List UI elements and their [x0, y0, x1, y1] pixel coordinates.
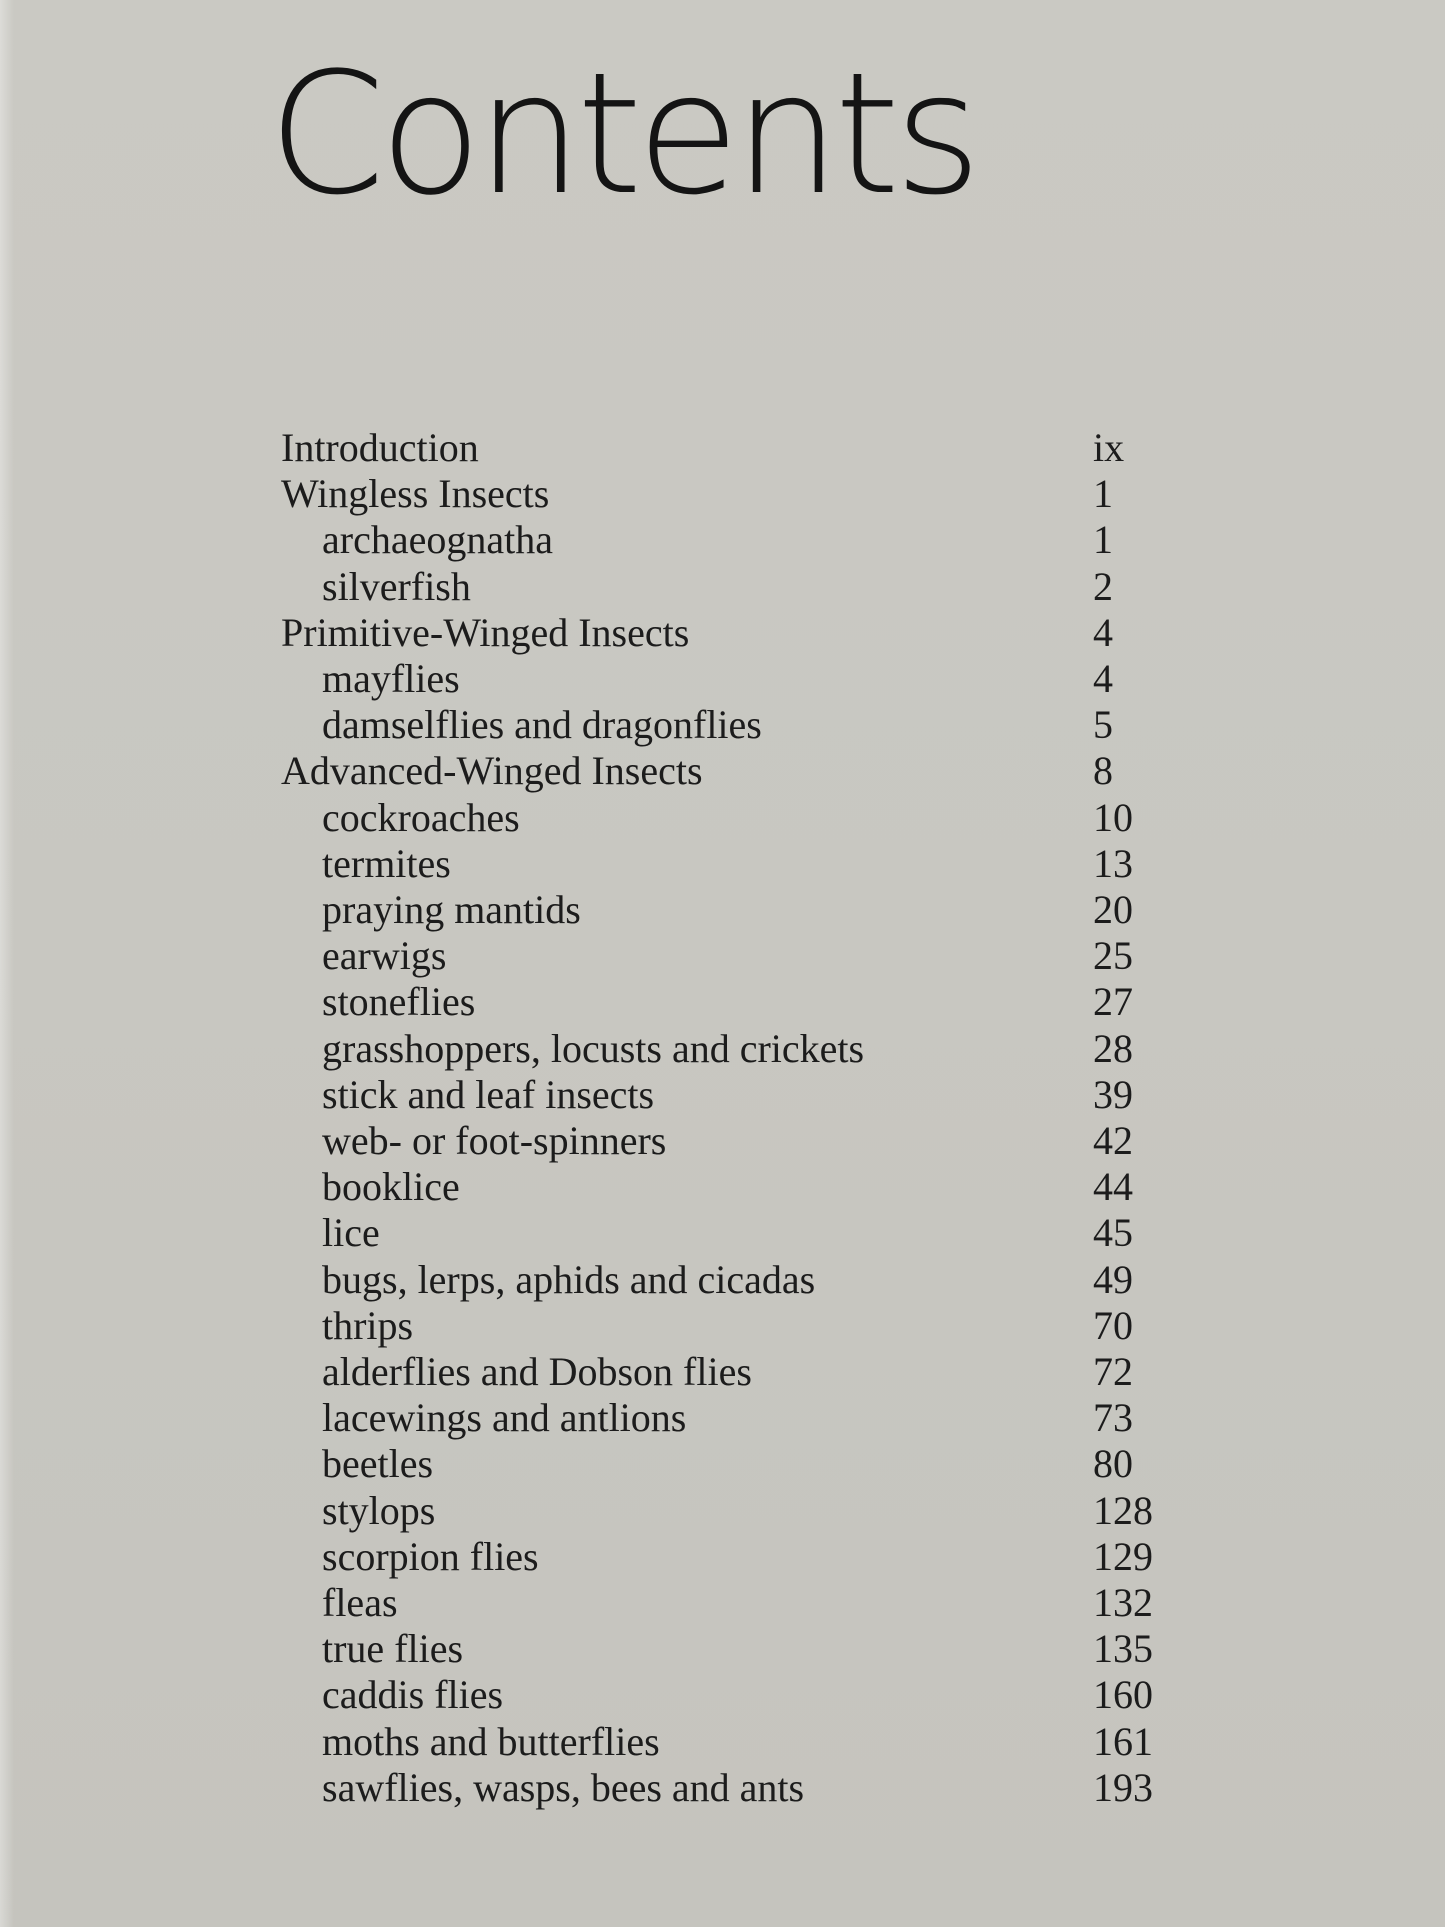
toc-entry-title: booklice — [322, 1164, 460, 1210]
toc-entry-title: stick and leaf insects — [322, 1071, 655, 1117]
toc-entry-title: Introduction — [281, 425, 479, 470]
toc-entry-title: fleas — [322, 1580, 398, 1625]
toc-entry-title: Advanced-Winged Insects — [281, 748, 703, 794]
toc-entry-title: web- or foot-spinners — [322, 1118, 667, 1163]
page-title: Contents — [268, 36, 976, 232]
toc-entry-title: thrips — [322, 1302, 414, 1348]
toc-entry-title: stylops — [322, 1487, 436, 1533]
toc-entry-title: true flies — [322, 1626, 464, 1672]
toc-entry-title: beetles — [322, 1441, 434, 1487]
toc-entry-title: grasshoppers, locusts and crickets — [322, 1025, 865, 1071]
toc-entry-title: scorpion flies — [322, 1533, 539, 1579]
toc-entry-title: lice — [322, 1210, 380, 1256]
toc-entry-title: Wingless Insects — [281, 471, 550, 517]
toc-entry-title: silverfish — [322, 563, 471, 609]
toc-entry-title: damselflies and dragonflies — [322, 702, 762, 748]
toc-entry-title: earwigs — [322, 933, 447, 979]
toc-entry-title: caddis flies — [322, 1672, 504, 1718]
toc-entry-title: sawflies, wasps, bees and ants — [322, 1764, 805, 1810]
toc-entry-title: lacewings and antlions — [322, 1395, 687, 1441]
toc-entry-title: bugs, lerps, aphids and cicadas — [322, 1256, 816, 1302]
toc-entry-title: archaeognatha — [322, 517, 553, 563]
table-of-contents: Introduction ix Wingless Insects 1 archaeognatha 1 silverfish 2 Primitive-Winged Insects 4 mayflies 4 damselflies and dragonflies 5 Advanced-Winged Insects 8 cockroaches 10 termites 13 praying mantids 20 earwigs 25 stoneflies 27 grasshoppers, locusts and crickets 28 stick and leaf insects 39 web- or foot-spinners 42 booklice 44 lice 45 bugs, lerps, aphids and cicadas 49 thrips 70 alderflies and Dobson flies 72 lacewings and antlions 73 beetles 80 stylops 128 scorpion flies 129 fleas 132 true flies 135 caddis flies 160 moths and butterflies 161 sawflies, wasps, bees and ants 193 — [281, 425, 1153, 1810]
toc-entry-title: praying mantids — [322, 887, 581, 932]
toc-entry-title: Primitive-Winged Insects — [281, 609, 690, 655]
toc-entry-title: mayflies — [322, 656, 460, 701]
toc-entry-title: moths and butterflies — [322, 1718, 660, 1764]
toc-entry-title: cockroaches — [322, 794, 520, 840]
toc-entry-title: termites — [322, 840, 451, 886]
toc-entry-title: stoneflies — [322, 979, 476, 1025]
toc-entry-title: alderflies and Dobson flies — [322, 1349, 752, 1394]
